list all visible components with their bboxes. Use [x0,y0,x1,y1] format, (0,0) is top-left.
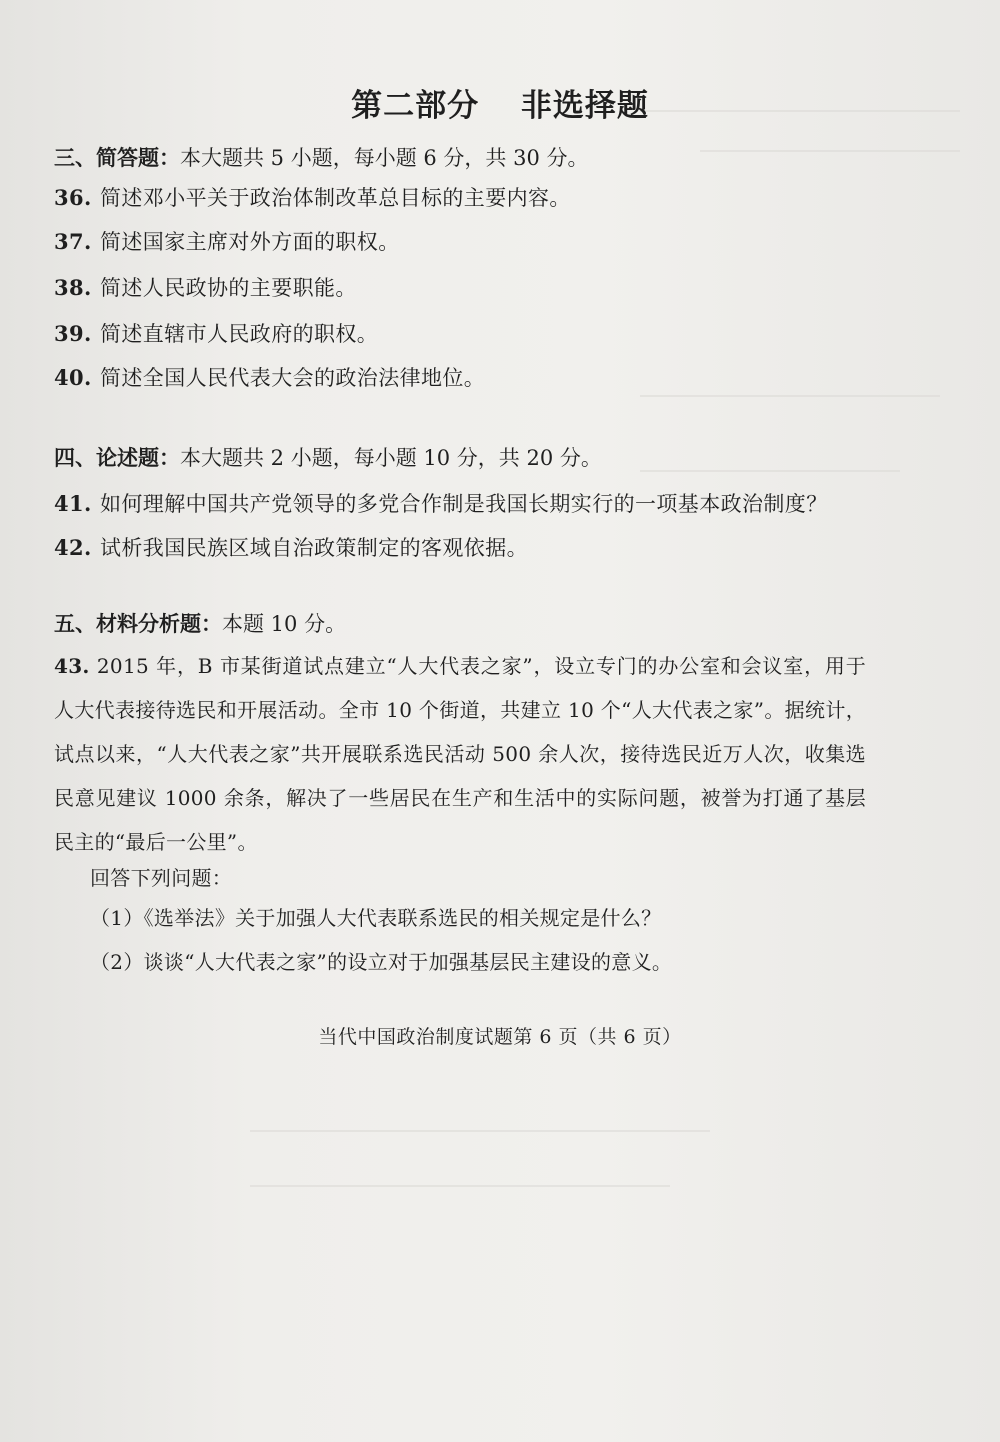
question-37 [54,226,400,256]
question-number: 39. [54,321,92,346]
subquestion-2: （2）谈谈“人大代表之家”的设立对于加强基层民主建设的意义。 [90,950,673,974]
section-5-label: 五、材料分析题： [54,611,222,636]
question-38 [54,272,357,302]
question-text: 如何理解中国共产党领导的多党合作制是我国长期实行的一项基本政治制度？ [100,492,828,516]
question-text: 简述国家主席对外方面的职权。 [100,230,400,254]
question-42 [54,532,528,562]
section-4-heading [54,442,602,472]
section-3-heading [54,142,589,172]
subquestion-1: （1）《选举法》关于加强人大代表联系选民的相关规定是什么？ [90,906,662,930]
section-5-desc: 本题 10 分。 [222,612,347,636]
question-text: 简述全国人民代表大会的政治法律地位。 [100,366,486,390]
answer-prompt: 回答下列问题： [90,866,233,890]
section-4-desc: 本大题共 2 小题，每小题 10 分，共 20 分。 [180,446,602,470]
question-text: 简述人民政协的主要职能。 [100,276,357,300]
page-footer: 当代中国政治制度试题第 6 页（共 6 页） [318,1026,682,1048]
question-number: 36. [54,185,92,210]
section-3-label: 三、简答题： [54,145,180,170]
question-text: 简述直辖市人民政府的职权。 [100,322,379,346]
section-4-label: 四、论述题： [54,445,180,470]
question-36 [54,182,571,212]
question-text: 2015 年，B 市某街道试点建立“人大代表之家”，设立专门的办公室和会议室，用于人大代表接待选民和开展活动。全市 10 个街道，共建立 10 个“人大代表之家”。据统计，试点以来，“人大代表之家”共开展联系选民活动 500 余人次，接待选民近万人次，收集选民意见建议 1000 余条，解决了一些居民在生产和生活中的实际问题，被誉为打通了基层民主的“最后一公里”。 [54,654,866,854]
question-number: 42. [54,535,92,560]
question-number: 37. [54,229,92,254]
question-number: 43. [54,654,90,678]
section-5-heading [54,608,346,638]
page-title: 第二部分 非选择题 [351,88,649,124]
question-41 [54,488,828,518]
question-number: 41. [54,491,92,516]
question-text: 简述邓小平关于政治体制改革总目标的主要内容。 [100,186,571,210]
question-39 [54,318,378,348]
section-3-desc: 本大题共 5 小题，每小题 6 分，共 30 分。 [180,146,589,170]
question-number: 38. [54,275,92,300]
question-43 [54,644,866,864]
question-number: 40. [54,365,92,390]
question-text: 试析我国民族区域自治政策制定的客观依据。 [100,536,528,560]
question-40 [54,362,485,392]
